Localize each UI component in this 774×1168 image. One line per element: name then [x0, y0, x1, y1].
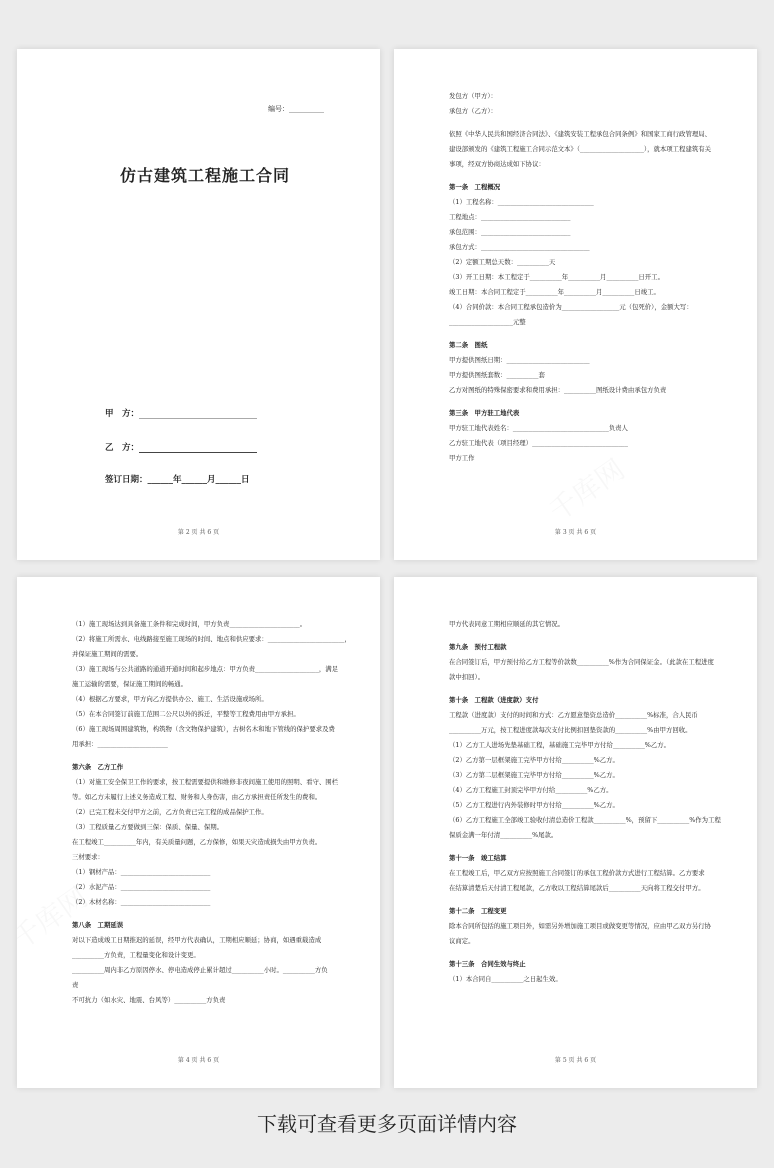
party-a-line — [139, 408, 257, 419]
text-line: 甲方提供图纸套数：__________套 — [449, 371, 545, 379]
text-line: 对以下造成竣工日期推迟的延误，经甲方代表确认，工期相应顺延；协商，如遇重载造成 — [72, 936, 322, 944]
text-line: 议商定。 — [449, 937, 475, 945]
party-b-label: 乙 方： — [105, 443, 140, 453]
text-line: （6）施工现场周围建筑物，构筑物（含文物保护建筑），古树名木和地下管线的保护要求及费 — [72, 725, 335, 733]
text-line: 发包方（甲方）： — [449, 92, 497, 100]
paragraph-spacer — [449, 119, 717, 127]
text-line: （1）施工现场达到具备施工条件和完成时间，甲方负责______________________。 — [72, 620, 307, 628]
paragraph-spacer — [449, 949, 717, 957]
text-line: （5）乙方工程进行内外装修时甲方付给__________%乙方。 — [449, 801, 619, 809]
text-line: 承包范围：____________________________ — [449, 228, 571, 236]
section-heading: 第三条 甲方驻工地代表 — [449, 409, 520, 417]
text-line: 竣工日期：本合同工程定于__________年__________月__________日竣工。 — [449, 288, 660, 296]
text-line: 依照《中华人民共和国经济合同法》、《建筑安装工程承包合同条例》和国家工商行政管理局、 — [449, 130, 712, 138]
paragraph-spacer — [449, 632, 717, 640]
text-line: 三材要求： — [72, 853, 104, 861]
section-heading: 第八条 工期延误 — [72, 921, 124, 929]
text-line: 保质金满一年付清__________%尾款。 — [449, 831, 558, 839]
paragraph-spacer — [449, 172, 717, 180]
paragraph-spacer — [72, 910, 340, 918]
text-line: （2）将施工所需水、电线路接至施工现场的时间、地点和供应要求：________________________， — [72, 635, 351, 643]
text-line: （4）根据乙方要求，甲方向乙方提供办公、施工、生活设施或场所。 — [72, 695, 268, 703]
text-line: （4）乙方工程施工封顶完毕甲方付给__________%乙方。 — [449, 786, 613, 794]
paragraph-spacer — [449, 896, 717, 904]
text-line: （2）已完工程未交付甲方之前，乙方负责已完工程的成品保护工作。 — [72, 808, 268, 816]
paragraph-spacer — [449, 843, 717, 851]
paragraph-spacer — [449, 685, 717, 693]
text-line: __________周内非乙方原因停水、停电造成停止累计超过__________小时。__________方负 — [72, 966, 328, 974]
text-line: （1）工程名称：______________________________ — [449, 198, 594, 206]
page-body — [449, 89, 717, 466]
section-heading: 第十一条 竣工结算 — [449, 854, 507, 862]
text-line: （3）开工日期：本工程定于__________年__________月__________日开工。 — [449, 273, 664, 281]
text-line: （2）定额工期总天数：__________天 — [449, 258, 556, 266]
paragraph-spacer — [449, 398, 717, 406]
text-line: 在合同签订后，甲方预付给乙方工程等价款数__________%作为合同保证金。（此款在工程进度 — [449, 658, 714, 666]
document-page-3 — [394, 49, 757, 560]
text-line: 用承担：______________________ — [72, 740, 168, 748]
party-a-label: 甲 方： — [105, 409, 140, 419]
text-line: （3）施工现场与公共道路的通道开通时间和起步地点：甲方负责____________________，满足 — [72, 665, 339, 673]
text-line: 款中扣回）。 — [449, 673, 485, 681]
section-heading: 第十条 工程款（进度款）支付 — [449, 696, 539, 704]
text-line: 乙方对图纸的特殊保密要求和费用承担：__________图纸设计费由承包方负责 — [449, 386, 667, 394]
section-heading: 第二条 图纸 — [449, 341, 488, 349]
party-a-row — [105, 407, 257, 419]
text-line: 在工程竣工__________年内，有关质量问题，乙方保修，如果天灾造成损失由甲方负责。 — [72, 838, 322, 846]
text-line: 等。如乙方未履行上述义务造成工程、财务和人身伤害，由乙方承担责任所发生的费和。 — [72, 793, 322, 801]
text-line: （1）钢材产品：____________________________ — [72, 868, 211, 876]
text-line: __________方负责，工程量变化和设计变更。 — [72, 951, 200, 959]
section-heading: 第六条 乙方工作 — [72, 763, 124, 771]
text-line: （3）工程质量乙方要做到三保：保质、保量、保期。 — [72, 823, 224, 831]
section-heading: 第一条 工程概况 — [449, 183, 501, 191]
text-line: 施工运输的需要，保证施工期间的畅通。 — [72, 680, 188, 688]
text-line: 在结算清楚后天付清工程尾款，乙方收以工程结算尾款后__________天向将工程交付甲方。 — [449, 884, 705, 892]
text-line: （3）乙方第二层框架施工完毕甲方付给__________%乙方。 — [449, 771, 619, 779]
text-line: 除本合同所包括的施工项目外，如需另外增加施工项目或做变更等情况，应由甲乙双方另行协 — [449, 922, 712, 930]
text-line: 甲方提供图纸日期：__________________________ — [449, 356, 590, 364]
section-heading: 第十二条 工程变更 — [449, 907, 507, 915]
download-more-caption: 下载可查看更多页面详情内容 — [257, 1112, 517, 1136]
text-line: （2）乙方第一层框架施工完毕甲方付给__________%乙方。 — [449, 756, 619, 764]
text-line: 不可抗力（如水灾、地震、台风等）__________方负责 — [72, 996, 226, 1004]
text-line: （2）水泥产品：____________________________ — [72, 883, 211, 891]
text-line: （4）合同价款：本合同工程承包造价为__________________元（包死价），金额大写： — [449, 303, 693, 311]
text-line: 工程地点：____________________________ — [449, 213, 571, 221]
contract-title: 仿古建筑工程施工合同 — [120, 166, 291, 185]
text-line: 承包方（乙方）： — [449, 107, 497, 115]
section-heading: 第九条 预付工程款 — [449, 643, 507, 651]
party-b-row — [105, 441, 257, 453]
serial-number: 编号：__________ — [268, 105, 324, 113]
document-page-4 — [17, 577, 380, 1088]
page-number: 第 4 页 共 6 页 — [177, 1057, 220, 1064]
text-line: 工程款（进度款）支付的时间和方式：乙方愿意垫资总造价__________%标准，合人民币 — [449, 711, 698, 719]
text-line: （6）乙方工程施工全部竣工验收付清总造价工程款__________%，预留下__________%作为工程 — [449, 816, 721, 824]
text-line: 事项，经双方协商达成如下协议： — [449, 160, 545, 168]
document-page-5 — [394, 577, 757, 1088]
page-number: 第 3 页 共 6 页 — [554, 529, 597, 536]
text-line: 甲方工作 — [449, 454, 475, 462]
text-line: 甲方驻工地代表姓名：______________________________负责人 — [449, 424, 628, 432]
document-page-cover — [17, 49, 380, 560]
text-line: __________万元，按工程进度款每次支付比例扣回垫资款的__________%由甲方回收。 — [449, 726, 692, 734]
page-body — [449, 617, 721, 987]
text-line: （2）木材名称：____________________________ — [72, 898, 211, 906]
text-line: 建设部颁发的《建筑工程施工合同示范文本》（____________________），就本项工程建筑有关 — [449, 145, 712, 153]
text-line: 甲方代表同意工期相应顺延的其它情况。 — [449, 620, 565, 628]
text-line: （1）本合同自__________之日起生效。 — [449, 975, 562, 983]
text-line: 责 — [72, 981, 79, 989]
paragraph-spacer — [72, 752, 340, 760]
text-line: （1）对施工安全保卫工作的要求，按工程需要提供和维修非夜间施工使用的照明、看守、围栏 — [72, 778, 339, 786]
text-line: （1）乙方工人进场先垫基础工程，基础施工完毕甲方付给__________%乙方。 — [449, 741, 671, 749]
text-line: 承包方式：__________________________________ — [449, 243, 590, 251]
text-line: 并保证施工期间的需要。 — [72, 650, 143, 658]
page-number: 第 5 页 共 6 页 — [554, 1057, 597, 1064]
sign-date: 签订日期：______年______月______日 — [105, 475, 250, 485]
party-b-line — [139, 442, 257, 453]
text-line: （5）在本合同签订前施工范围二公尺以外的拆迁，平整等工程费用由甲方承担。 — [72, 710, 300, 718]
page-body — [72, 617, 351, 1008]
text-line: ____________________元整 — [449, 318, 526, 326]
section-heading: 第十三条 合同生效与终止 — [449, 960, 526, 968]
page-number: 第 2 页 共 6 页 — [177, 529, 220, 536]
text-line: 在工程竣工后，甲乙双方应按照施工合同签订的承包工程价款方式进行工程结算。乙方要求 — [449, 869, 705, 877]
paragraph-spacer — [449, 330, 717, 338]
text-line: 乙方驻工地代表（项目经理）______________________________ — [449, 439, 628, 447]
